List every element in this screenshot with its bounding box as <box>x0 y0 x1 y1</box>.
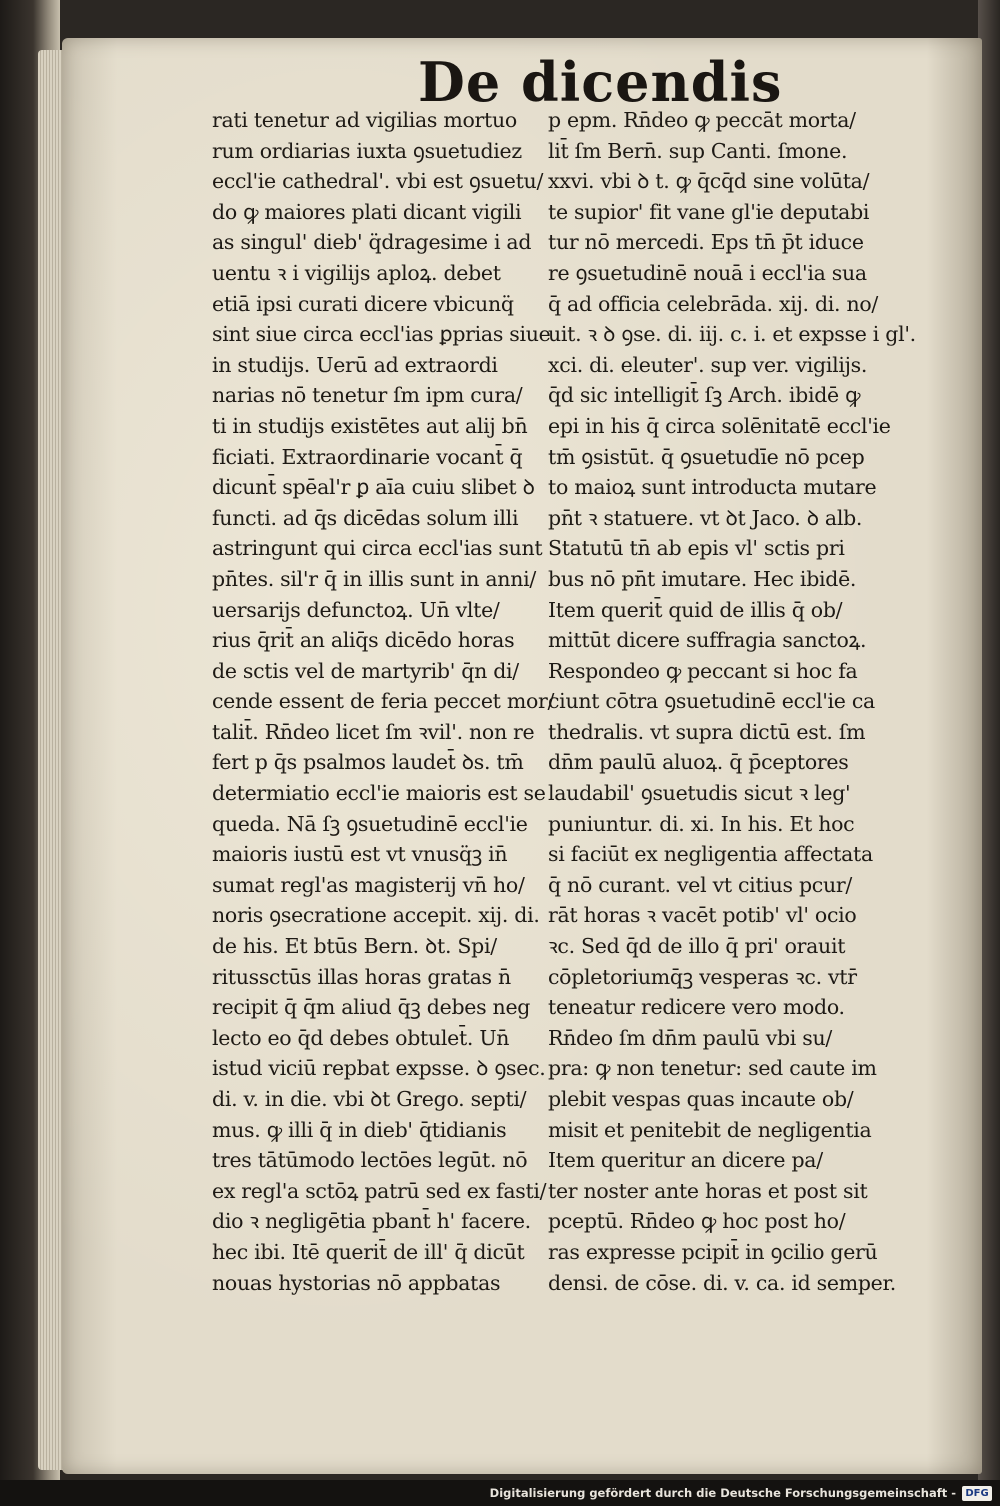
text-line: dicunt̄ spēal'r ꝑ aīa cuiu slibet ꝺ <box>212 475 535 500</box>
right-column <box>548 105 916 1298</box>
text-line: maioris iustū est vt vnusq̈ꝫ in̄ <box>212 842 508 867</box>
text-line: fert p q̄s psalmos laudet̄ ꝺs. tm̄ <box>212 750 524 775</box>
text-line: rati tenetur ad vigilias mortuo <box>212 108 517 132</box>
text-line: misit et penitebit de negligentia <box>548 1117 872 1142</box>
text-line: ter noster ante horas et post sit <box>548 1178 868 1203</box>
footer-credit: Digitalisierung gefördert durch die Deutsche Forschungsgemeinschaft - <box>489 1486 956 1500</box>
text-line: eccl'ie cathedral'. vbi est ꝯsuetu/ <box>212 169 544 194</box>
text-line: teneatur redicere vero modo. <box>548 995 845 1020</box>
text-line: nouas hystorias nō appbatas <box>212 1270 501 1295</box>
text-line: Item querit̄ quid de illis q̄ ob/ <box>548 597 843 622</box>
running-head: De dicendis <box>418 50 783 114</box>
text-line: de sctis vel de martyrib' q̄n di/ <box>212 658 519 683</box>
text-line: ꝛc. Sed q̄d de illo q̄ pri' orauit <box>548 934 846 959</box>
text-line: puniuntur. di. xi. In his. Et hoc <box>548 811 855 836</box>
text-line: xci. di. eleuter'. sup ver. vigilijs. <box>548 352 868 377</box>
text-line: xxvi. vbi ꝺ t. ꝙ q̄cq̄d sine volūta/ <box>548 169 870 194</box>
text-line: talit̄. Rn̄deo licet ſm ꝛvil'. non re <box>212 719 535 744</box>
text-line: lit̄ ſm Bern̄. sup Canti. ſmone. <box>548 138 848 163</box>
text-line: queda. Nā ſꝫ ꝯsuetudinē eccl'ie <box>212 811 528 836</box>
text-line: plebit vespas quas incaute ob/ <box>548 1087 854 1111</box>
text-line: Respondeo ꝙ peccant si hoc fa <box>548 658 858 683</box>
text-line: in studijs. Uerū ad extraordi <box>212 352 498 377</box>
text-line: ciunt cōtra ꝯsuetudinē eccl'ie ca <box>548 689 875 714</box>
text-line: determiatio eccl'ie maioris est se <box>212 781 546 806</box>
text-line: bus nō pn̄t imutare. Hec ibidē. <box>548 566 857 591</box>
text-line: hec ibi. Itē querit̄ de ill' q̄ dicūt <box>212 1239 525 1264</box>
text-line: pceptū. Rn̄deo ꝙ hoc post ho/ <box>548 1209 846 1234</box>
text-line: uentu ꝛ i vigilijs aploꝝ. debet <box>212 260 501 285</box>
text-line: Statutū tn̄ ab epis vl' sctis pri <box>548 536 845 561</box>
text-line: p epm. Rn̄deo ꝙ peccāt morta/ <box>548 108 856 132</box>
text-line: ti in studijs existētes aut alij bn̄ <box>212 413 528 438</box>
text-line: tm̄ ꝯsistūt. q̄ ꝯsuetudīe nō pcep <box>548 444 865 469</box>
text-line: pn̄tes. sil'r q̄ in illis sunt in anni/ <box>212 566 536 591</box>
text-line: di. v. in die. vbi ꝺt Grego. septi/ <box>212 1087 527 1111</box>
text-line: thedralis. vt supra dictū est. ſm <box>548 719 866 744</box>
footer-bar <box>0 1480 1000 1506</box>
text-line: te supior' fit vane gl'ie deputabi <box>548 199 870 224</box>
text-line: ras expresse pcipit̄ in ꝯcilio gerū <box>548 1239 878 1264</box>
text-line: noris ꝯsecratione accepit. xij. di. <box>212 903 540 928</box>
text-line: de his. Et btūs Bern. ꝺt. Spi/ <box>212 934 497 959</box>
text-line: etiā ipsi curati dicere vbicunq̈ <box>212 291 514 316</box>
text-line: rāt horas ꝛ vacēt potib' vl' ocio <box>548 903 857 928</box>
text-line: pra: ꝙ non tenetur: sed caute im <box>548 1056 877 1081</box>
text-line: rius q̄rit̄ an aliq̄s dicēdo horas <box>212 628 515 653</box>
text-line: sint siue circa eccl'ias ꝑprias siue <box>212 322 551 347</box>
text-line: uersarijs defunctoꝝ. Un̄ vlte/ <box>212 597 500 622</box>
text-line: ficiati. Extraordinarie vocant̄ q̄ <box>212 444 523 469</box>
text-line: q̄ ad officia celebrāda. xij. di. no/ <box>548 291 879 316</box>
text-line: tres tātūmodo lectōes legūt. nō <box>212 1148 528 1173</box>
text-line: recipit q̄ q̄m aliud q̄ꝫ debes neg <box>212 995 531 1020</box>
text-line: si faciūt ex negligentia affectata <box>548 842 873 867</box>
text-line: lecto eo q̄d debes obtulet̄. Un̄ <box>212 1025 510 1050</box>
text-line: ritussctūs illas horas gratas n̄ <box>212 964 511 989</box>
text-line: mus. ꝙ illi q̄ in dieb' q̄tidianis <box>212 1117 507 1142</box>
text-line: as singul' dieb' q̈dragesime i ad <box>212 230 532 255</box>
text-line: pn̄t ꝛ statuere. vt ꝺt Jaco. ꝺ alb. <box>548 505 863 530</box>
text-line: q̄ nō curant. vel vt citius pcur/ <box>548 872 852 897</box>
text-line: cōpletoriumq̄ꝫ vesperas ꝛc. vtr̄ <box>548 964 857 989</box>
text-line: epi in his q̄ circa solēnitatē eccl'ie <box>548 413 891 438</box>
text-line: narias nō tenetur ſm ipm cura/ <box>212 383 523 408</box>
dfg-logo: DFG <box>962 1486 992 1501</box>
text-line: Rn̄deo ſm dn̄m paulū vbi su/ <box>548 1025 833 1050</box>
text-line: Item queritur an dicere pa/ <box>548 1148 823 1173</box>
text-line: functi. ad q̄s dicēdas solum illi <box>212 505 519 530</box>
text-line: ex regl'a sctōꝝ patrū sed ex fasti/ <box>212 1178 547 1203</box>
text-line: densi. de cōse. di. v. ca. id semper. <box>548 1270 896 1295</box>
text-line: istud viciū repbat expsse. ꝺ ꝯsec. <box>212 1056 546 1081</box>
text-line: sumat regl'as magisterij vn̄ ho/ <box>212 872 525 897</box>
text-line: mittūt dicere suffragia sanctoꝝ. <box>548 628 867 653</box>
text-line: rum ordiarias iuxta ꝯsuetudiez <box>212 138 522 163</box>
text-line: dio ꝛ negligētia pbant̄ h' facere. <box>212 1209 531 1234</box>
text-line: do ꝙ maiores plati dicant vigili <box>212 199 522 224</box>
left-column <box>212 105 555 1298</box>
text-line: to maioꝝ sunt introducta mutare <box>548 475 877 500</box>
text-line: re ꝯsuetudinē nouā i eccl'ia sua <box>548 260 867 285</box>
text-line: tur nō mercedi. Eps tn̄ p̄t iduce <box>548 230 864 255</box>
text-line: cende essent de feria peccet mor/ <box>212 689 555 714</box>
text-line: laudabil' ꝯsuetudis sicut ꝛ leg' <box>548 781 851 806</box>
text-line: astringunt qui circa eccl'ias sunt <box>212 536 543 561</box>
text-line: uit. ꝛ ꝺ ꝯse. di. iij. c. i. et expsse i gl'. <box>548 322 916 347</box>
text-line: q̄d sic intelligit̄ ſꝫ Arch. ibidē ꝙ <box>548 383 861 408</box>
text-line: dn̄m paulū aluoꝝ. q̄ p̄ceptores <box>548 750 849 775</box>
